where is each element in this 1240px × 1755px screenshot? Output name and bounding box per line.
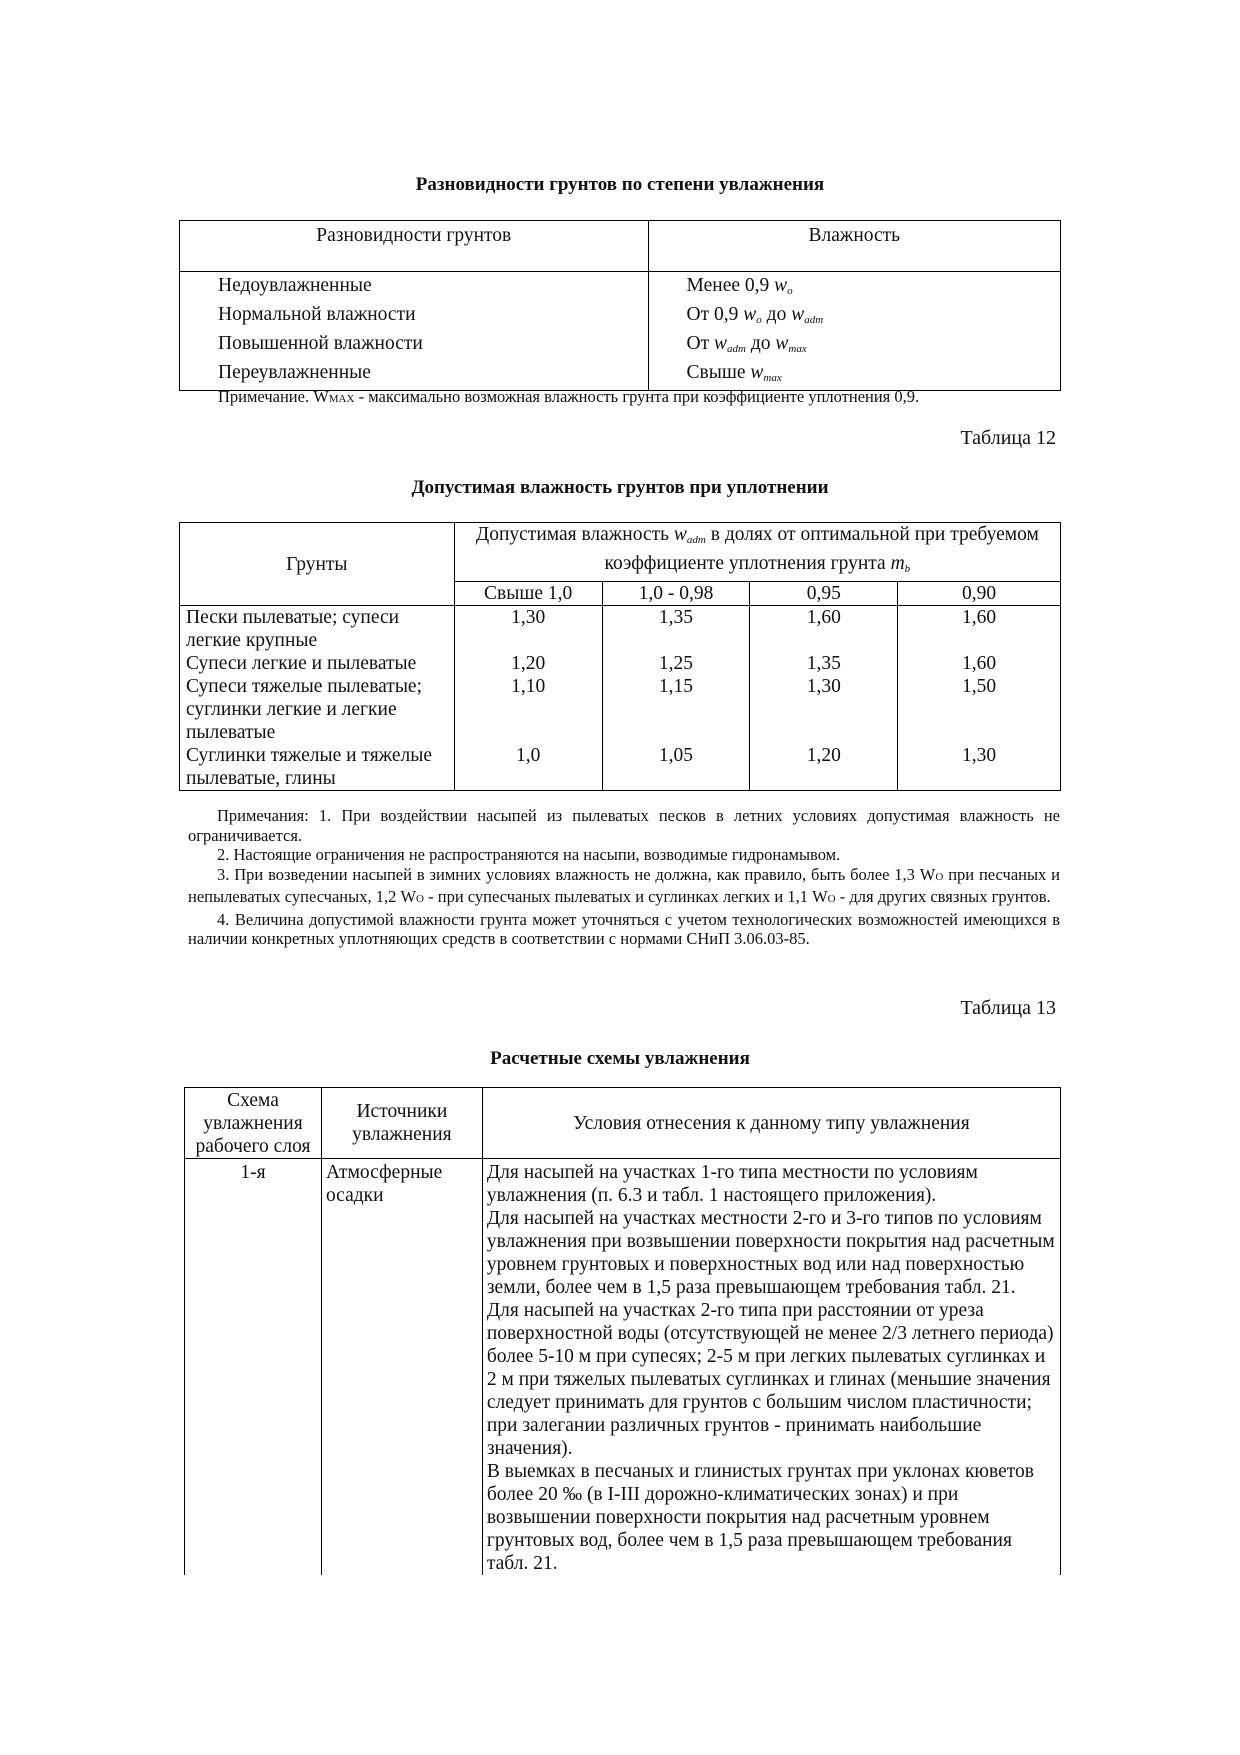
note-1: Примечания: 1. При воздействии насыпей из пылеватых песков в летних условиях допустимая влажность не ограничивается.: [188, 806, 1060, 845]
soil-name: Пески пылеватые; супеси легкие крупные: [180, 606, 455, 653]
moisture-varieties-table: [179, 220, 1061, 391]
table3-title: Расчетные схемы увлажнения: [490, 1048, 750, 1069]
value-cell: 1,10: [454, 675, 602, 744]
humidity-value: Менее 0,9 $w_o$: [648, 272, 1060, 304]
note-2: 2. Настоящие ограничения не распространяются на насыпи, возводимые гидронамывом.: [217, 845, 841, 864]
header-sources: Источники увлажнения: [321, 1088, 482, 1159]
humidity-value: От $w_{adm}$ до $w_{max}$: [648, 332, 1060, 361]
header-col-090: 0,90: [898, 582, 1061, 606]
table12-number: Таблица 12: [960, 427, 1056, 449]
source-cell: Атмосферные осадки: [321, 1159, 482, 1576]
value-cell: 1,30: [454, 606, 602, 653]
soil-name: Супеси тяжелые пылеватые; суглинки легкие и легкие пылеватые: [180, 675, 455, 744]
table-row: [180, 675, 1061, 744]
scheme-cell: 1-я: [185, 1159, 322, 1576]
value-cell: 1,20: [454, 652, 602, 675]
humidity-value: Свыше $w_{max}$: [648, 361, 1060, 391]
table-row: [180, 652, 1061, 675]
value-cell: 1,50: [898, 675, 1061, 744]
value-cell: 1,25: [602, 652, 750, 675]
allowable-moisture-table: [179, 522, 1061, 791]
value-cell: 1,30: [898, 744, 1061, 791]
header-col-over-1: Свыше 1,0: [454, 582, 602, 606]
soil-variety: Переувлажненные: [180, 361, 649, 391]
table-row: [180, 332, 1061, 361]
header-col-095: 0,95: [750, 582, 898, 606]
table-row: [180, 272, 1061, 304]
value-cell: 1,15: [602, 675, 750, 744]
condition-paragraph: В выемках в песчаных и глинистых грунтах при уклонах кюветов более 20 ‰ (в I-III дорожно-климатических зонах) и при возвышении поверхности покрытия над расчетным уровнем грунтовых вод, более чем в 1,5 раза превышающем требования табл. 21.: [486, 1461, 1034, 1574]
value-cell: 1,0: [454, 744, 602, 791]
conditions-cell: [482, 1159, 1060, 1576]
value-cell: 1,05: [602, 744, 750, 791]
table2-notes: [188, 806, 1060, 949]
table1-note: Примечание. WMAX - максимально возможная влажность грунта при коэффициенте уплотнения 0,9.: [218, 387, 920, 406]
value-cell: 1,60: [898, 606, 1061, 653]
note-3: 3. При возведении насыпей в зимних условиях влажность не должна, как правило, быть более 1,3 WO при песчаных и непылеватых супесчаных, 1,2 WO - при супесчаных пылеватых и суглинках легких и 1,1 WO - для других связных грунтов.: [188, 864, 1061, 906]
header-col-1-098: 1,0 - 0,98: [602, 582, 750, 606]
humidity-value: От 0,9 $w_o$ до $w_{adm}$: [648, 303, 1060, 332]
soil-variety: Нормальной влажности: [180, 303, 649, 332]
header-soils: Грунты: [180, 523, 455, 606]
table13-number: Таблица 13: [960, 997, 1056, 1019]
value-cell: 1,60: [898, 652, 1061, 675]
header-soil-varieties: Разновидности грунтов: [180, 221, 649, 272]
condition-paragraph: Для насыпей на участках 2-го типа при расстоянии от уреза поверхностной воды (отсутствующей не менее 2/3 летнего периода) более 5-10 м при супесях; 2-5 м при легких пылеватых суглинках и 2 м при тяжелых пылеватых суглинках и глинах (меньшие значения следует принимать для грунтов с большим числом пластичности; при залегании различных грунтов - принимать наибольшие значения).: [486, 1300, 1054, 1459]
table2-title: Допустимая влажность грунтов при уплотнении: [411, 477, 829, 498]
value-cell: 1,35: [750, 652, 898, 675]
table-row: [180, 303, 1061, 332]
soil-variety: Повышенной влажности: [180, 332, 649, 361]
header-humidity: Влажность: [648, 221, 1060, 272]
header-conditions: Условия отнесения к данному типу увлажнения: [482, 1088, 1060, 1159]
table-row: [180, 744, 1061, 791]
value-cell: 1,60: [750, 606, 898, 653]
value-cell: 1,30: [750, 675, 898, 744]
header-allowable-moisture: Допустимая влажность $w_{adm}$ в долях от оптимальной при требуемом коэффициенте уплотнения грунта $m_b$: [454, 523, 1060, 582]
note-4: 4. Величина допустимой влажности грунта может уточняться с учетом технологических возможностей имеющихся в наличии конкретных уплотняющих средств в соответствии с нормами СНиП 3.06.03-85.: [188, 909, 1060, 948]
value-cell: 1,35: [602, 606, 750, 653]
table1-title: Разновидности грунтов по степени увлажнения: [415, 174, 825, 195]
table-row: [185, 1159, 1061, 1576]
table-row: [180, 606, 1061, 653]
condition-paragraph: Для насыпей на участках местности 2-го и 3-го типов по условиям увлажнения при возвышении поверхности покрытия над расчетным уровнем грунтовых и поверхностных вод или над поверхностью земли, более чем в 1,5 раза превышающем требования табл. 21.: [486, 1208, 1055, 1298]
soil-variety: Недоувлажненные: [180, 272, 649, 304]
soil-name: Супеси легкие и пылеватые: [180, 652, 455, 675]
header-scheme: Схема увлажнения рабочего слоя: [185, 1088, 322, 1159]
moisture-schemes-table: [184, 1087, 1061, 1575]
soil-name: Суглинки тяжелые и тяжелые пылеватые, глины: [180, 744, 455, 791]
condition-paragraph: Для насыпей на участках 1-го типа местности по условиям увлажнения (п. 6.3 и табл. 1 настоящего приложения).: [486, 1162, 978, 1206]
value-cell: 1,20: [750, 744, 898, 791]
